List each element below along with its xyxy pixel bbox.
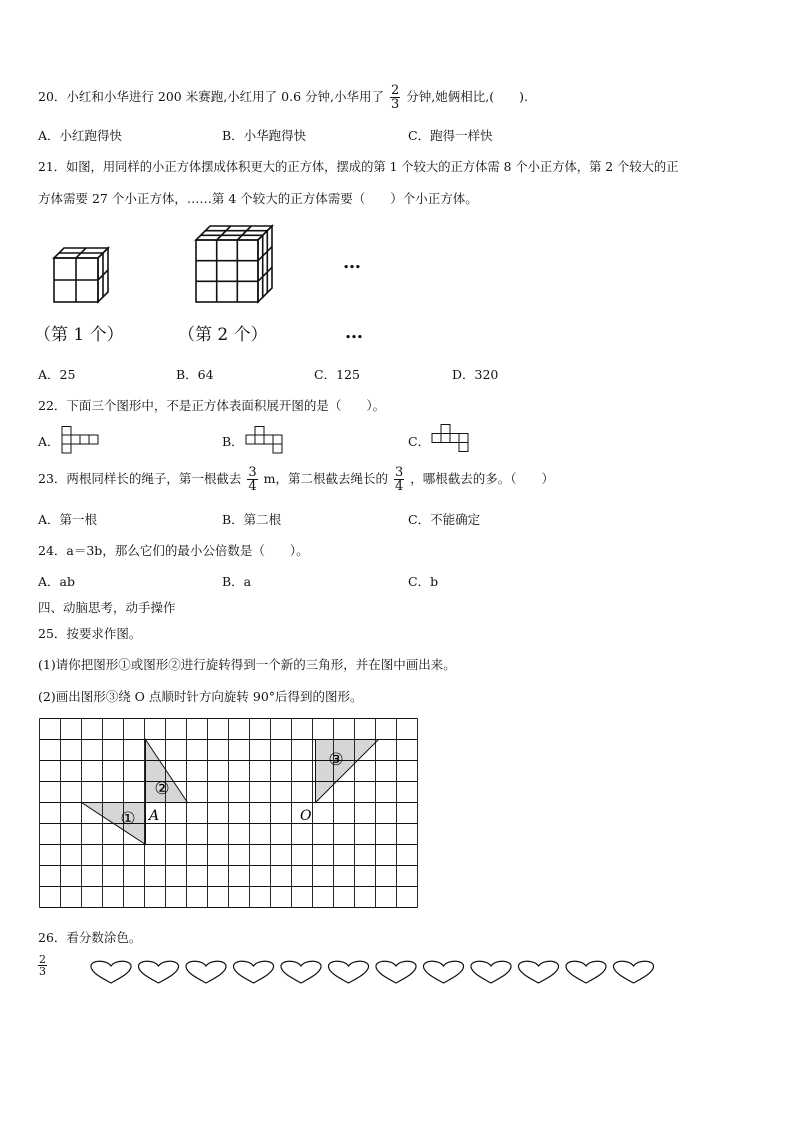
q26-fraction	[36, 954, 49, 977]
q23-option-b[interactable]: B．第二根	[222, 512, 282, 527]
q22-stem: 22．下面三个图形中，不是正方体表面积展开图的是（ ）。	[38, 398, 386, 413]
triangle-3	[316, 740, 379, 803]
point-a-label: A	[149, 808, 160, 824]
q26-stem: 26．看分数涂色。	[38, 930, 142, 945]
q23-option-c[interactable]: C．不能确定	[408, 512, 481, 527]
q20-frac-den: 3	[390, 97, 400, 112]
heart-shape[interactable]	[186, 961, 226, 983]
cube-figure-2	[192, 222, 276, 306]
cube-caption-1: （第 1 个）	[34, 325, 124, 345]
q22-option-b[interactable]: B．	[222, 434, 244, 449]
q23-stem-c: ，哪根截去的多。（ ）	[410, 471, 555, 486]
q23-frac1-den: 4	[248, 479, 257, 494]
q20-option-c[interactable]: C．跑得一样快	[408, 128, 493, 143]
q24-option-b[interactable]: B．a	[222, 574, 252, 589]
label-triangle-3: ③	[328, 750, 344, 770]
label-triangle-1: ①	[120, 809, 136, 829]
q20-fraction	[390, 84, 400, 111]
q23-frac2-den: 4	[395, 479, 404, 494]
point-o-label: O	[300, 808, 312, 824]
q20-stem-b: 分钟,她俩相比,( ).	[406, 89, 528, 104]
q20-stem	[38, 84, 528, 111]
cube-caption-2: （第 2 个）	[178, 325, 268, 345]
q23-frac1-num: 3	[248, 465, 257, 480]
q21-stem-line2: 方体需要 27 个小正方体，……第 4 个较大的正方体需要（ ）个小正方体。	[38, 191, 478, 206]
q20-stem-a: 20．小红和小华进行 200 米赛跑,小红用了 0.6 分钟,小华用了	[38, 89, 384, 104]
q23-stem-a: 23．两根同样长的绳子，第一根截去	[38, 471, 242, 486]
q23-stem	[38, 466, 554, 493]
q25-sub1: (1)请你把图形①或图形②进行旋转得到一个新的三角形，并在图中画出来。	[38, 657, 456, 672]
net-figure-a	[60, 426, 104, 456]
q21-option-c[interactable]: C．125	[314, 367, 360, 382]
q25-stem: 25．按要求作图。	[38, 626, 142, 641]
q20-option-a[interactable]: A．小红跑得快	[38, 128, 123, 143]
q24-option-a[interactable]: A．ab	[38, 574, 75, 589]
q26-frac-num: 2	[39, 953, 46, 966]
heart-shape[interactable]	[281, 961, 321, 983]
heart-shape[interactable]	[471, 961, 511, 983]
q23-fraction-2	[394, 466, 404, 493]
q20-option-b[interactable]: B．小华跑得快	[222, 128, 307, 143]
cube-figure-1	[50, 244, 112, 304]
q21-option-d[interactable]: D．320	[452, 367, 499, 382]
drawing-grid[interactable]	[38, 716, 426, 914]
q23-stem-b: m，第二根截去绳长的	[263, 471, 389, 486]
net-figure-b	[244, 426, 288, 456]
q22-option-c[interactable]: C．	[408, 434, 431, 449]
cube-dots-bottom: …	[345, 322, 363, 343]
heart-shape[interactable]	[613, 961, 653, 983]
q26-frac-den: 3	[39, 965, 46, 978]
q23-option-a[interactable]: A．第一根	[38, 512, 98, 527]
net-figure-c	[430, 424, 476, 456]
heart-shape[interactable]	[91, 961, 131, 983]
heart-shape[interactable]	[233, 961, 273, 983]
q21-option-b[interactable]: B．64	[176, 367, 214, 382]
q21-stem-line1: 21．如图，用同样的小正方体摆成体积更大的正方体，摆成的第 1 个较大的正方体需 8 个小正方体，第 2 个较大的正	[38, 160, 679, 174]
q24-option-c[interactable]: C．b	[408, 574, 439, 589]
q22-option-a[interactable]: A．	[38, 434, 60, 449]
heart-shape[interactable]	[328, 961, 368, 983]
section-heading: 四、动脑思考，动手操作	[38, 600, 176, 615]
q21-option-a[interactable]: A．25	[38, 367, 76, 382]
heart-shape[interactable]	[566, 961, 606, 983]
cube-dots-top: …	[343, 252, 361, 273]
q24-stem: 24．a＝3b，那么它们的最小公倍数是（ ）。	[38, 543, 309, 558]
heart-shape[interactable]	[518, 961, 558, 983]
q25-sub2: (2)画出图形③绕 O 点顺时针方向旋转 90°后得到的图形。	[38, 689, 363, 704]
q20-frac-num: 2	[390, 83, 400, 98]
heart-shape[interactable]	[376, 961, 416, 983]
heart-shape[interactable]	[423, 961, 463, 983]
label-triangle-2: ②	[154, 779, 170, 799]
hearts-row	[88, 959, 678, 990]
q23-frac2-num: 3	[395, 465, 404, 480]
heart-shape[interactable]	[138, 961, 178, 983]
q23-fraction-1	[247, 466, 257, 493]
